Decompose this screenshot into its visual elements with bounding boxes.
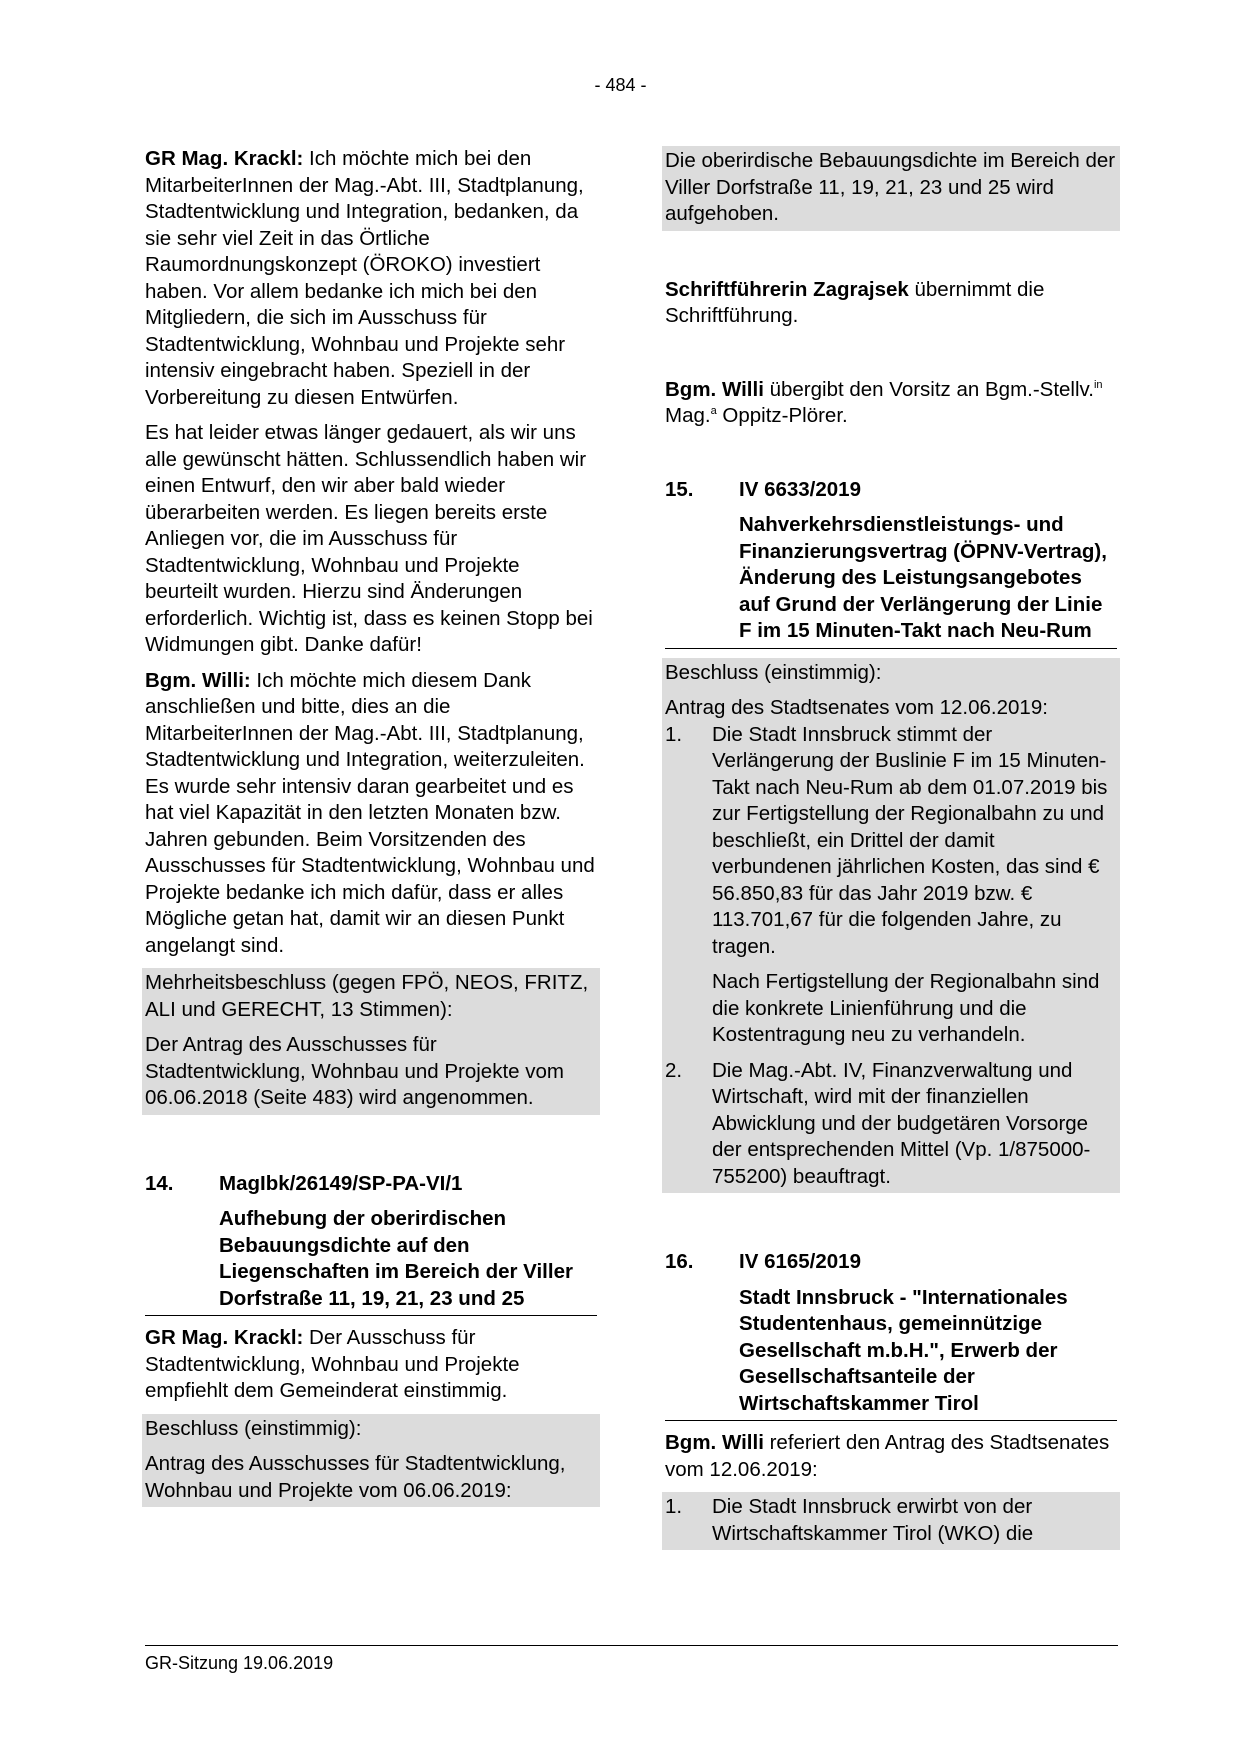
speaker-name: Bgm. Willi — [665, 1431, 764, 1454]
footer-divider — [145, 1645, 1118, 1646]
list-number: 2. — [665, 1058, 683, 1082]
agenda-reference: IV 6633/2019 — [739, 477, 861, 501]
resolution-type: Mehrheitsbeschluss (gegen FPÖ, NEOS, FRITZ, ALI und GERECHT, 13 Stimmen): — [145, 971, 589, 1021]
list-text: Die Mag.-Abt. IV, Finanzverwaltung und Wirtschaft, wird mit der finanziellen Abwicklung und der budgetären Vorsorge der entsprechenden Mittel (Vp. 1/875000-755200) beauftragt. — [712, 1058, 1091, 1188]
speaker-name: GR Mag. Krackl: — [145, 147, 304, 170]
agenda-item-15-header — [665, 477, 1117, 504]
list-number: 1. — [665, 1495, 683, 1518]
agenda-number: 14. — [145, 1171, 174, 1195]
speaker-name: Bgm. Willi — [665, 377, 764, 401]
speaker-name: GR Mag. Krackl: — [145, 1326, 304, 1349]
left-column — [145, 146, 597, 1507]
list-text: Die Stadt Innsbruck stimmt der Verlängerung der Buslinie F im 15 Minuten-Takt nach Neu-Rum ab dem 01.07.2019 bis zur Fertigstellung der Regionalbahn zu und beschließt, ein Drittel der damit verbundenen jährlichen Kosten, das sind € 56.850,83 für das Jahr 2019 bzw. € 113.701,67 für die folgenden Jahre, zu tragen. — [712, 722, 1108, 958]
agenda-reference: MagIbk/26149/SP-PA-VI/1 — [219, 1171, 463, 1195]
speech-text: übergibt den Vorsitz an Bgm.-Stellv. — [763, 377, 1094, 401]
speech-willi-1 — [145, 668, 597, 960]
speech-text: Oppitz-Plörer. — [716, 404, 848, 427]
speech-willi-2 — [665, 377, 1117, 430]
right-column — [665, 146, 1117, 1550]
resolution-box-14 — [142, 1414, 600, 1508]
agenda-number: 16. — [665, 1250, 694, 1273]
resolution-box-14-continued — [662, 146, 1120, 231]
speech-text: Der Ausschuss für Stadtentwicklung, Wohnbau und Projekte empfiehlt dem Gemeinderat einstimmig. — [145, 1326, 520, 1402]
speech-willi-3 — [665, 1430, 1117, 1483]
agenda-item-15-title: Nahverkehrsdienstleistungs- und Finanzierungsvertrag (ÖPNV-Vertrag), Änderung des Leistungsangebotes auf Grund der Verlängerung der Linie F im 15 Minuten-Takt nach Neu-Rum — [665, 512, 1117, 649]
list-item — [665, 1494, 1117, 1547]
resolution-box-majority — [142, 968, 600, 1115]
resolution-text: Antrag des Ausschusses für Stadtentwicklung, Wohnbau und Projekte vom 06.06.2019: — [145, 1452, 566, 1502]
page-number: - 484 - — [594, 75, 647, 95]
resolution-text: Der Antrag des Ausschusses für Stadtentwicklung, Wohnbau und Projekte vom 06.06.2018 (Seite 483) wird angenommen. — [145, 1033, 564, 1109]
resolution-text: Die oberirdische Bebauungsdichte im Bereich der Viller Dorfstraße 11, 19, 21, 23 und 25 wird aufgehoben. — [665, 149, 1116, 225]
resolution-box-16 — [662, 1492, 1120, 1550]
speech-text: übernimmt die Schriftführung. — [665, 277, 1045, 327]
superscript-a: a — [710, 405, 717, 418]
superscript-in: in — [1093, 378, 1103, 391]
list-number: 1. — [665, 722, 683, 746]
list-item — [665, 722, 1117, 1049]
speaker-name: Bgm. Willi: — [145, 668, 251, 692]
speech-krackl-1 — [145, 146, 597, 411]
agenda-item-14-header — [145, 1171, 597, 1198]
speech-zagrajsek — [665, 277, 1117, 330]
agenda-item-14-title: Aufhebung der oberirdischen Bebauungsdichte auf den Liegenschaften im Bereich der Viller Dorfstraße 11, 19, 21, 23 und 25 — [145, 1206, 597, 1316]
resolution-type: Beschluss (einstimmig): — [145, 1416, 362, 1440]
speech-text: referiert den Antrag des Stadtsenates vom 12.06.2019: — [665, 1431, 1110, 1481]
agenda-reference: IV 6165/2019 — [739, 1250, 861, 1273]
speech-text: Ich möchte mich bei den MitarbeiterInnen der Mag.-Abt. III, Stadtplanung, Stadtentwicklung und Integration, bedanken, da sie sehr viel Zeit in das Örtliche Raumordnungskonzept (ÖROKO) investiert haben. Vor allem bedanke ich mich bei den Mitgliedern, die sich im Ausschuss für Stadtentwicklung, Wohnbau und Projekte sehr intensiv eingebracht haben. Speziell in der Vorbereitung zu diesen Entwürfen. — [145, 147, 584, 409]
resolution-box-15 — [662, 658, 1120, 1194]
agenda-number: 15. — [665, 477, 694, 501]
agenda-item-16-title: Stadt Innsbruck - "Internationales Studentenhaus, gemeinnützige Gesellschaft m.b.H.", Erwerb der Gesellschaftsanteile der Wirtschaftskammer Tirol — [665, 1285, 1117, 1422]
speech-krackl-2: Es hat leider etwas länger gedauert, als wir uns alle gewünscht hätten. Schlussendlich haben wir einen Entwurf, den wir aber bald wieder überarbeiten werden. Es liegen bereits erste Anliegen vor, die im Ausschuss für Stadtentwicklung, Wohnbau und Projekte beurteilt wurden. Hierzu sind Änderungen erforderlich. Wichtig ist, dass es keinen Stopp bei Widmungen gibt. Danke dafür! — [145, 421, 593, 656]
agenda-item-16-header — [665, 1249, 1117, 1276]
list-text: Die Stadt Innsbruck erwirbt von der Wirtschaftskammer Tirol (WKO) die — [712, 1495, 1034, 1545]
speaker-name: Schriftführerin Zagrajsek — [665, 277, 909, 301]
resolution-intro: Antrag des Stadtsenates vom 12.06.2019: — [665, 696, 1048, 719]
speech-text: Mag. — [665, 404, 711, 427]
list-text-extra: Nach Fertigstellung der Regionalbahn sind die konkrete Linienführung und die Kostentragung neu zu verhandeln. — [712, 970, 1100, 1046]
list-item — [665, 1058, 1117, 1191]
resolution-type: Beschluss (einstimmig): — [665, 660, 882, 684]
speech-krackl-3 — [145, 1325, 597, 1405]
speech-text: Ich möchte mich diesem Dank anschließen und bitte, dies an die MitarbeiterInnen der Mag.-Abt. III, Stadtplanung, Stadtentwicklung und Integration, weiterzuleiten. Es wurde sehr intensiv daran gearbeitet und es hat viel Kapazität in den letzten Monaten bzw. Jahren gebunden. Beim Vorsitzenden des Ausschusses für Stadtentwicklung, Wohnbau und Projekte bedanke ich mich dafür, dass er alles Mögliche getan hat, damit wir an diesen Punkt angelangt sind. — [145, 668, 595, 957]
footer-session-date: GR-Sitzung 19.06.2019 — [145, 1653, 334, 1673]
